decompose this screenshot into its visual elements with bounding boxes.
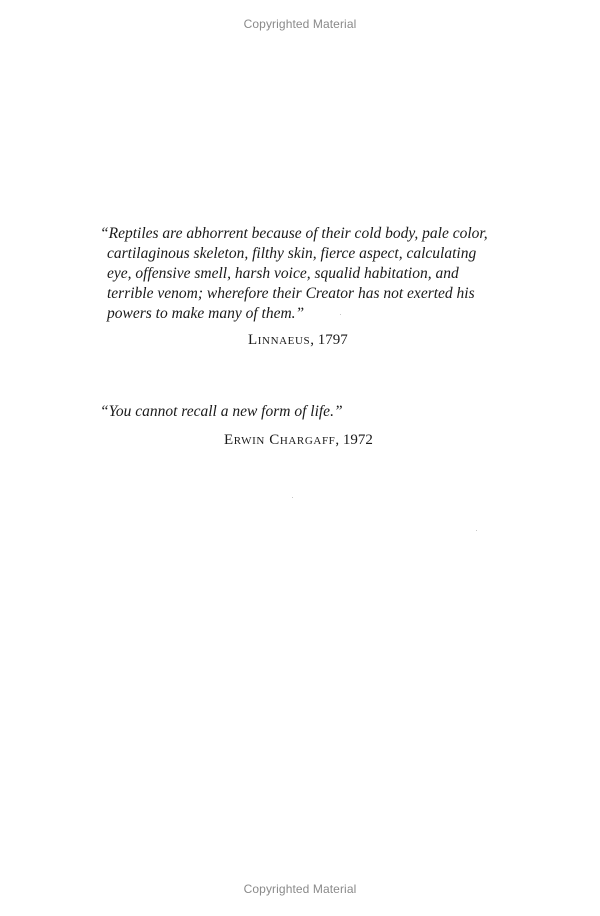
attribution-year: 1797 — [317, 332, 348, 348]
attribution-separator: , — [335, 432, 343, 448]
scan-speck — [292, 497, 293, 498]
epigraph-attribution-chargaff — [224, 432, 373, 449]
attribution-author: Linnaeus — [248, 332, 311, 348]
quote-line: “You cannot recall a new form of life.” — [100, 403, 343, 420]
quote-line: cartilaginous skeleton, filthy skin, fierce aspect, calculating — [107, 245, 477, 262]
epigraph-quote-linnaeus — [100, 224, 488, 324]
scan-speck — [476, 530, 477, 531]
quote-line: powers to make many of them.” — [107, 305, 305, 322]
quote-line: “Reptiles are abhorrent because of their cold body, pale color, — [100, 225, 488, 242]
attribution-author: Erwin Chargaff — [224, 432, 336, 448]
attribution-separator: , — [310, 332, 318, 348]
scan-speck — [340, 314, 341, 315]
epigraph-attribution-linnaeus — [248, 332, 348, 349]
quote-line: terrible venom; wherefore their Creator has not exerted his — [107, 285, 475, 302]
copyright-watermark-bottom: Copyrighted Material — [243, 882, 357, 896]
attribution-year: 1972 — [342, 432, 373, 448]
copyright-watermark-top: Copyrighted Material — [243, 17, 357, 31]
epigraph-quote-chargaff — [100, 402, 343, 422]
quote-line: eye, offensive smell, harsh voice, squalid habitation, and — [107, 265, 459, 282]
